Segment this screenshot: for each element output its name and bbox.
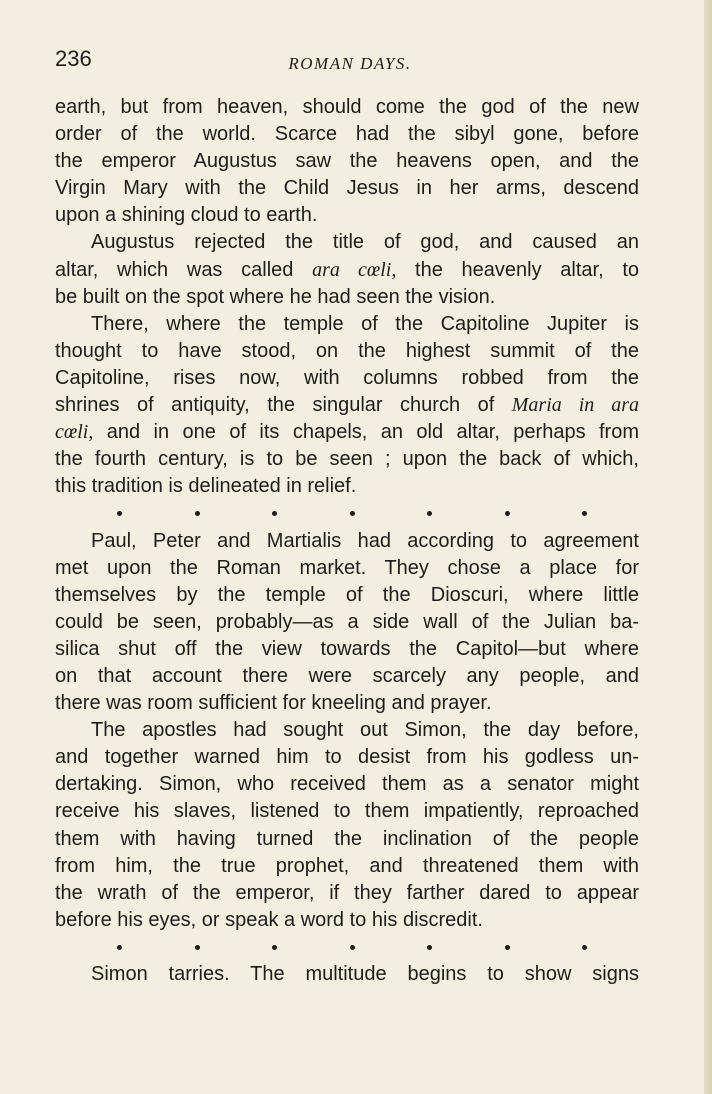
text-line: dertaking. Simon, who received them as a senator might bbox=[55, 773, 639, 796]
text-line: shrines of antiquity, the singular church of Maria in ara bbox=[55, 394, 639, 417]
text-line: receive his slaves, listened to them impatiently, reproached bbox=[55, 800, 639, 823]
section-break-dots bbox=[55, 934, 639, 961]
text-line: Capitoline, rises now, with columns robbed from the bbox=[55, 366, 639, 389]
paragraph bbox=[55, 94, 639, 229]
text-line: the wrath of the emperor, if they farther dared to appear bbox=[55, 881, 639, 904]
running-title: ROMAN DAYS. bbox=[288, 54, 412, 73]
text-line: could be seen, probably—as a side wall of the Julian ba- bbox=[55, 610, 639, 633]
paragraph bbox=[55, 717, 639, 934]
text-line: upon a shining cloud to earth. bbox=[55, 204, 318, 227]
text-line: before his eyes, or speak a word to his discredit. bbox=[55, 908, 483, 931]
page-number: 236 bbox=[55, 46, 92, 71]
text-line: The apostles had sought out Simon, the day before, bbox=[91, 719, 639, 742]
text-line: thought to have stood, on the highest summit of the bbox=[55, 339, 639, 362]
text-line: from him, the true prophet, and threatened them with bbox=[55, 854, 639, 877]
text-line: Virgin Mary with the Child Jesus in her arms, descend bbox=[55, 177, 639, 200]
section-break-dots bbox=[55, 500, 639, 527]
text-line: on that account there were scarcely any people, and bbox=[55, 664, 639, 687]
page-header bbox=[55, 46, 645, 82]
text-line: Simon tarries. The multitude begins to show signs bbox=[91, 963, 639, 985]
text-line: them with having turned the inclination of the people bbox=[55, 827, 639, 850]
text-line: themselves by the temple of the Dioscuri, where little bbox=[55, 583, 639, 606]
text-line: Augustus rejected the title of god, and caused an bbox=[91, 231, 639, 254]
text-line: altar, which was called ara cœli, the heavenly altar, to bbox=[55, 258, 640, 281]
text-line: this tradition is delineated in relief. bbox=[55, 475, 357, 498]
paragraph bbox=[55, 229, 639, 310]
text-line: be built on the spot where he had seen the vision. bbox=[55, 285, 496, 308]
paragraph bbox=[55, 961, 639, 988]
text-line: and together warned him to desist from his godless un- bbox=[55, 746, 639, 769]
page-edge bbox=[704, 0, 712, 1094]
text-line: met upon the Roman market. They chose a place for bbox=[55, 556, 639, 579]
text-line: the fourth century, is to be seen ; upon the back of which, bbox=[55, 448, 639, 471]
text-line: earth, but from heaven, should come the god of the new bbox=[55, 96, 639, 118]
text-line: silica shut off the view towards the Capitol—but where bbox=[55, 637, 639, 660]
text-line: Paul, Peter and Martialis had according to agreement bbox=[91, 529, 639, 552]
text-line: the emperor Augustus saw the heavens open, and the bbox=[55, 150, 639, 173]
paragraph bbox=[55, 311, 639, 501]
text-line: cœli, and in one of its chapels, an old altar, perhaps from bbox=[55, 421, 639, 444]
italic-phrase: ara cœli, bbox=[312, 258, 397, 281]
text-line: There, where the temple of the Capitoline Jupiter is bbox=[91, 312, 639, 335]
italic-phrase: cœli, bbox=[55, 421, 94, 444]
body-text bbox=[55, 94, 639, 988]
paragraph bbox=[55, 528, 639, 718]
text-line: order of the world. Scarce had the sibyl gone, before bbox=[55, 123, 639, 146]
text-line: there was room sufficient for kneeling and prayer. bbox=[55, 692, 492, 715]
italic-phrase: Maria in ara bbox=[511, 394, 639, 417]
